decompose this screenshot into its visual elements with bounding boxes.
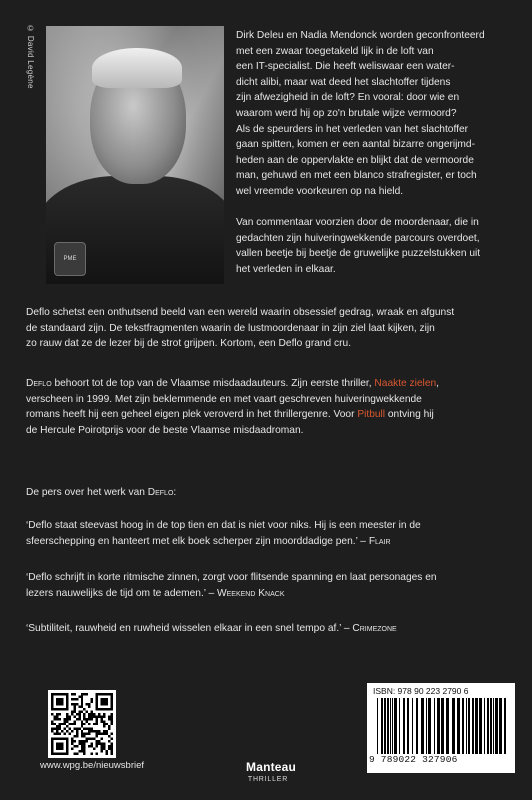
quote-source: Flair [368,535,391,547]
author-name: Deflo [26,378,52,389]
press-quote-weekend-knack: ‘Deflo schrijft in korte ritmische zinnen, zorgt voor flitsende spanning en laat personages en lezers nauwelijks de tijd om te ademen.’ – Weekend Knack [26,572,437,599]
blurb-intro: Dirk Deleu en Nadia Mendonck worden geconfronteerd met een zwaar toegetakeld lijk in de loft van een IT-specialist. Die heeft weliswaar een water- dicht alibi, maar wat deed het slachtoffer tijdens zijn afwezigheid in de loft? En vooral: door wie en waarom werd hij op zo'n brutale wijze vermoord? Als de speurders in het verleden van het slachtoffer gaan spitten, komen er een aantal bizarre ongerijmd- heden aan de oppervlakte en blijkt dat de vermoorde man, gehuwd en met een blanco strafregister, er toch wel vreemde voorkeuren op na hield. [236,30,485,197]
publisher-logo [246,760,297,783]
book-title-pitbull: Pitbull [357,409,386,421]
newsletter-url[interactable]: www.wpg.be/nieuwsbrief [40,760,145,771]
quote-source: Crimezone [352,623,397,634]
blurb-summary: Deflo schetst een onthutsend beeld van een wereld waarin obsessief gedrag, wraak en afgunst de standaard zijn. De tekstfragmenten waarin de lustmoordenaar in zijn ziel laat kijken, zijn zo rauw dat ze de lezer bij de strot grijpen. Kortom, een Deflo grand cru. [26,307,455,350]
press-quote-crimezone: ‘Subtiliteit, rauwheid en ruwheid wisselen elkaar in een snel tempo af.’ – Crimezone [26,623,397,634]
isbn-barcode [367,683,515,773]
newsletter-qr-code[interactable] [48,690,116,758]
author-bio: Deflo behoort tot de top van de Vlaamse misdaadauteurs. Zijn eerste thriller, Naakte zielen, verscheen in 1999. Met zijn beklemmende en met vaart geschreven huiveringwekkende romans heeft hij een geheel eigen plek veroverd in het thrillergenre. Voor Pitbull ontving hij de Hercule Poirotprijs voor de beste Vlaamse misdaadroman. [26,378,439,436]
isbn-label: ISBN: 978 90 223 2790 6 [373,686,469,696]
author-photo [46,26,224,284]
barcode-digits: 9 789022 327906 [369,754,458,765]
press-quote-flair: ‘Deflo staat steevast hoog in de top tien en dat is niet voor niks. Hij is een meester in de sfeerschepping en hanteert met elk boek scherper zijn moorddadige pen.’ – Flair [26,520,421,547]
quote-source: Weekend Knack [217,587,285,599]
photo-credit: © David Legène [26,24,35,89]
blurb-murderer-commentary: Van commentaar voorzien door de moordenaar, die in gedachten zijn huiveringwekkende parcours overdoet, vallen beetje bij beetje de gruwelijke puzzelstukken uit het verleden in elkaar. [236,217,481,275]
press-heading: De pers over het werk van Deflo: [26,487,177,498]
book-title-naakte-zielen: Naakte zielen [374,378,437,389]
publisher-name: Manteau [246,760,297,774]
jacket-badge: PME [54,242,86,276]
genre-label: THRILLER [247,776,289,783]
barcode-bars [373,698,509,754]
